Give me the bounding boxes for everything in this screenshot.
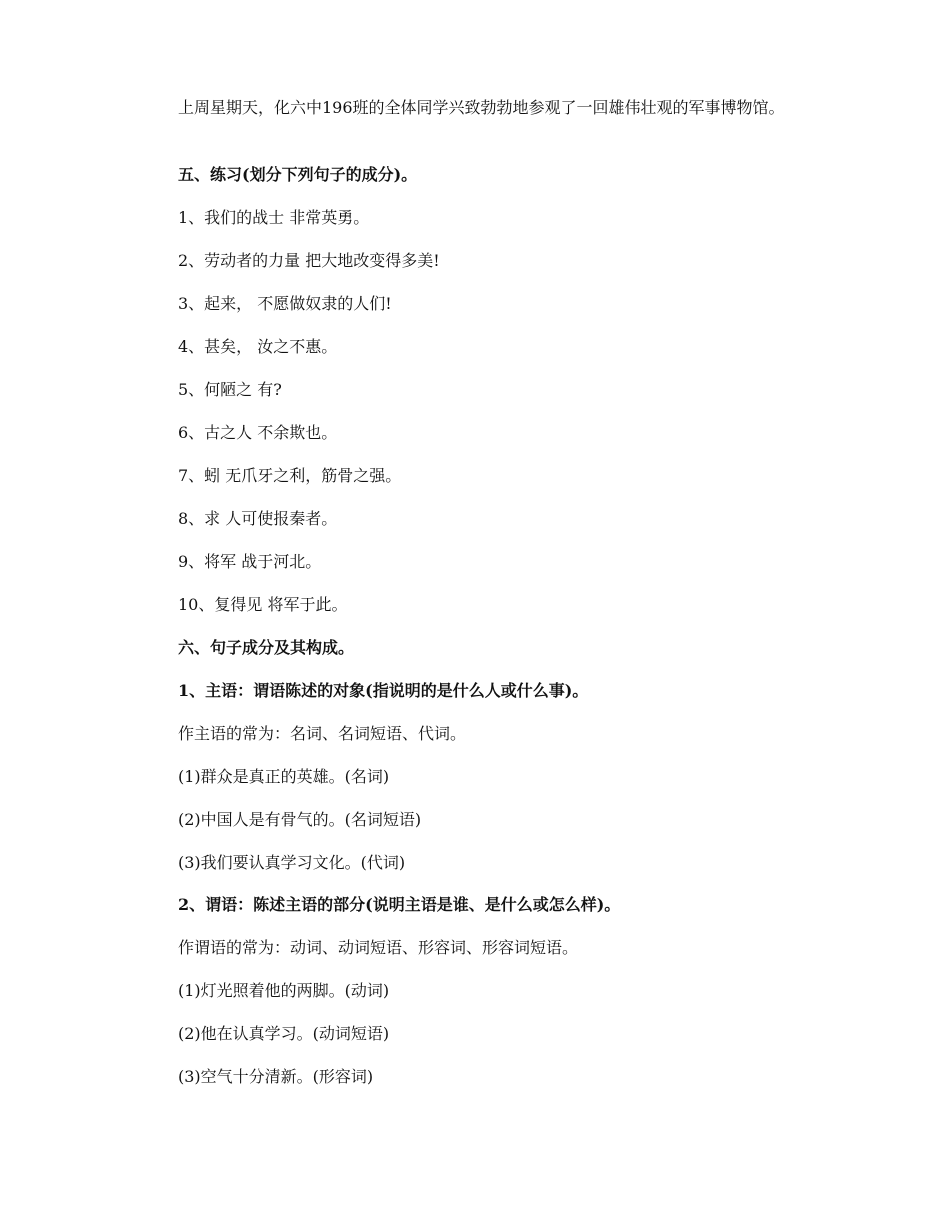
example-line: (3)空气十分清新。(形容词): [178, 1067, 374, 1086]
subheading-predicate: 2、谓语：陈述主语的部分(说明主语是谁、是什么或怎么样)。: [178, 895, 621, 914]
example-line: (2)他在认真学习。(动词短语): [178, 1024, 390, 1043]
exercise-item: 2、劳动者的力量 把大地改变得多美!: [178, 251, 440, 270]
section-heading-components: 六、句子成分及其构成。: [178, 638, 355, 657]
exercise-item: 6、古之人 不余欺也。: [178, 423, 338, 442]
example-line: (1)群众是真正的英雄。(名词): [178, 767, 390, 786]
example-line: (2)中国人是有骨气的。(名词短语): [178, 810, 422, 829]
exercise-item: 3、起来， 不愿做奴隶的人们!: [178, 294, 392, 313]
exercise-item: 4、甚矣， 汝之不惠。: [178, 337, 338, 356]
section-heading-exercise: 五、练习(划分下列句子的成分)。: [178, 165, 418, 184]
intro-paragraph: 上周星期天，化六中196班的全体同学兴致勃勃地参观了一回雄伟壮观的军事博物馆。: [178, 98, 785, 117]
exercise-item: 9、将军 战于河北。: [178, 552, 322, 571]
exercise-item: 1、我们的战士 非常英勇。: [178, 208, 370, 227]
paragraph-line: 作主语的常为：名词、名词短语、代词。: [178, 724, 467, 743]
subheading-subject: 1、主语：谓语陈述的对象(指说明的是什么人或什么事)。: [178, 681, 589, 700]
exercise-item: 10、复得见 将军于此。: [178, 595, 348, 614]
example-line: (3)我们要认真学习文化。(代词): [178, 853, 406, 872]
paragraph-line: 作谓语的常为：动词、动词短语、形容词、形容词短语。: [178, 938, 579, 957]
exercise-item: 5、何陋之 有?: [178, 380, 282, 399]
exercise-item: 7、蚓 无爪牙之利，筋骨之强。: [178, 466, 402, 485]
exercise-item: 8、求 人可使报秦者。: [178, 509, 338, 528]
example-line: (1)灯光照着他的两脚。(动词): [178, 981, 390, 1000]
